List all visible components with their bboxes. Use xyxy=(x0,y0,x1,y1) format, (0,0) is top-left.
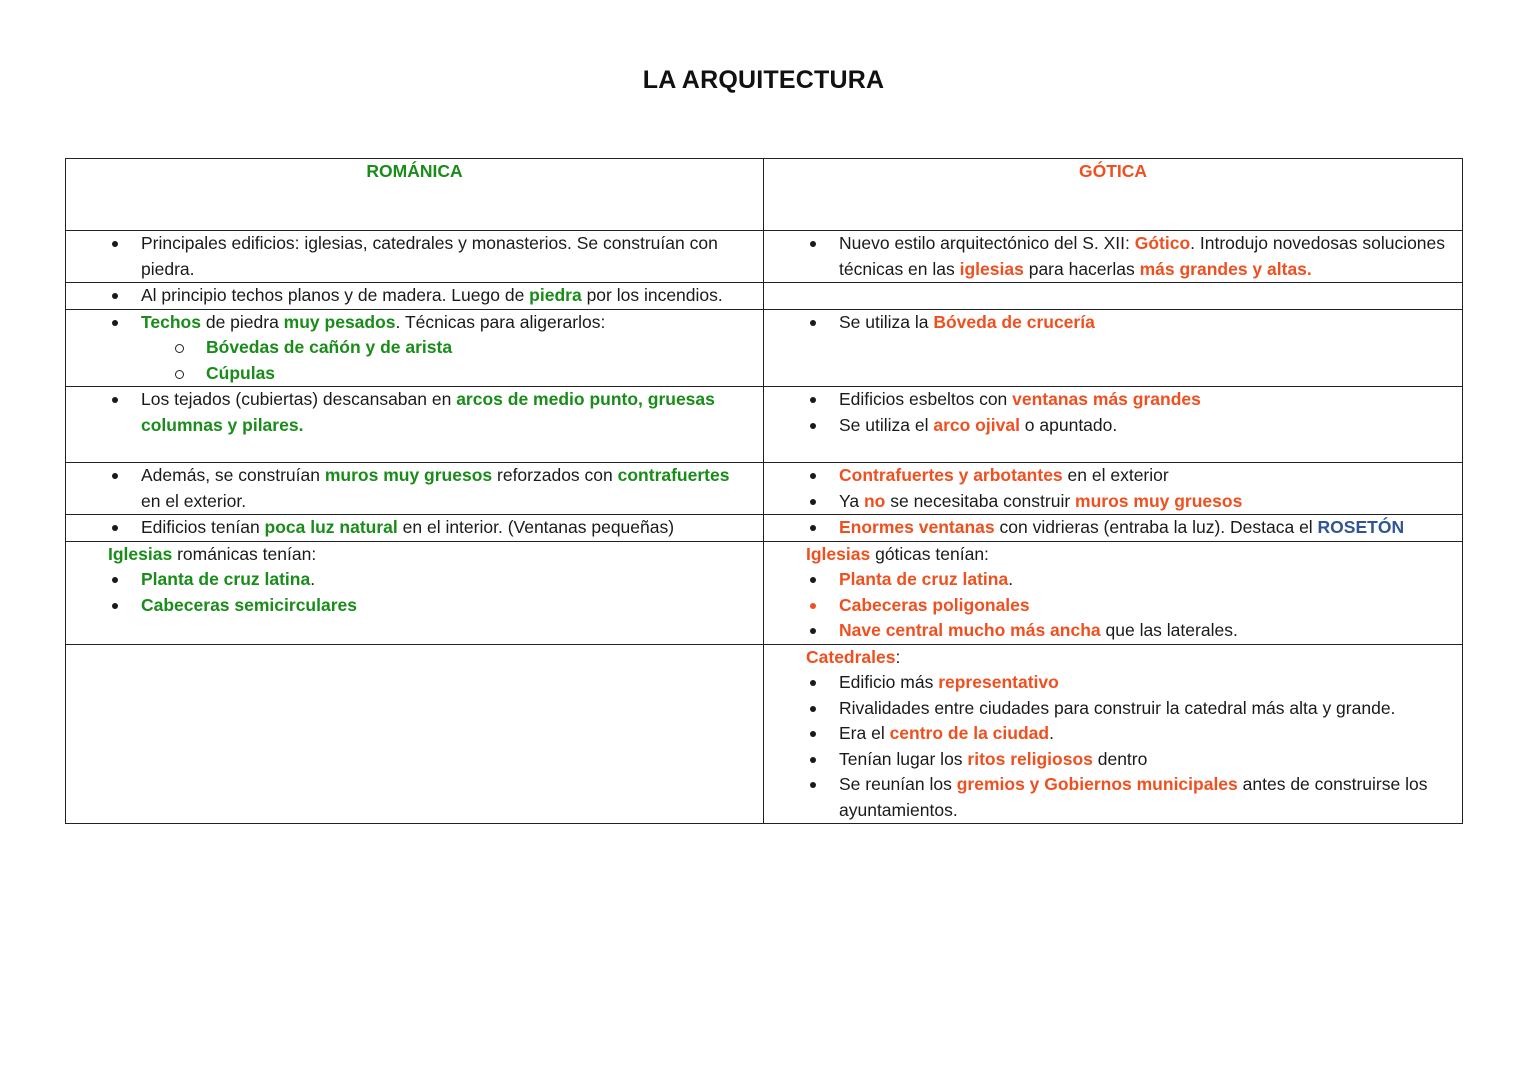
list-item xyxy=(764,413,1462,439)
column-header-gotica: GÓTICA xyxy=(764,159,1463,231)
highlight: arco ojival xyxy=(933,414,1020,435)
highlight: Catedrales xyxy=(806,646,896,667)
highlight: Cabeceras semicirculares xyxy=(141,594,357,615)
highlight: centro de la ciudad xyxy=(889,723,1050,743)
row-tejados xyxy=(66,387,1463,463)
text: o apuntado. xyxy=(1019,414,1118,435)
text: góticas tenían: xyxy=(870,543,989,564)
row-techos-planos xyxy=(66,283,1463,310)
list-item xyxy=(764,567,1462,593)
highlight: contrafuertes xyxy=(617,465,730,485)
text: . xyxy=(1008,569,1014,589)
text: . Técnicas para aligerarlos: xyxy=(395,311,606,332)
row-iglesias xyxy=(66,541,1463,644)
text: . xyxy=(1049,723,1054,743)
list-item xyxy=(66,283,763,309)
highlight: muros muy gruesos xyxy=(324,465,493,485)
list-item xyxy=(66,231,763,282)
highlight: ritos religiosos xyxy=(967,748,1093,769)
page-title: LA ARQUITECTURA xyxy=(642,66,885,94)
text: Se utiliza la xyxy=(839,311,934,332)
highlight: Planta de cruz latina xyxy=(141,569,311,589)
text: en el interior. (Ventanas pequeñas) xyxy=(397,517,675,537)
text: para hacerlas xyxy=(1023,258,1140,279)
list-item xyxy=(764,310,1462,336)
text: de piedra xyxy=(200,311,284,332)
highlight-roseton: ROSETÓN xyxy=(1317,517,1405,537)
cell-right xyxy=(764,515,1463,542)
comparison-table xyxy=(65,158,1463,824)
list-item xyxy=(764,231,1462,282)
text: Era el xyxy=(839,723,890,743)
text: Los tejados (cubiertas) descansaban en xyxy=(141,389,457,409)
list-item xyxy=(764,670,1462,696)
text: antes de construirse los ayuntamientos. xyxy=(839,774,1428,820)
cell-right xyxy=(764,463,1463,515)
text: dentro xyxy=(1092,748,1148,769)
text: Nuevo estilo arquitectónico del S. XII: xyxy=(839,233,1135,253)
list-item xyxy=(66,310,763,336)
column-header-romanica: ROMÁNICA xyxy=(66,159,764,231)
highlight: Gótico xyxy=(1134,233,1191,253)
highlight: arcos de medio punto, gruesas columnas y pilares. xyxy=(141,389,715,435)
highlight: poca luz natural xyxy=(264,517,398,537)
text: que las laterales. xyxy=(1100,620,1238,640)
text: Rivalidades entre ciudades para construir la catedral más alta y grande. xyxy=(839,697,1396,718)
list-item xyxy=(764,618,1462,644)
text: Además, se construían xyxy=(141,465,325,485)
cell-left xyxy=(66,309,764,387)
text: Al principio techos planos y de madera. Luego de xyxy=(141,285,530,305)
list-item xyxy=(66,593,763,619)
highlight: Nave central mucho más ancha xyxy=(839,620,1101,640)
cell-left xyxy=(66,463,764,515)
text: románicas tenían: xyxy=(172,543,317,564)
row-edificios xyxy=(66,231,1463,283)
highlight: Bóveda de crucería xyxy=(933,311,1095,332)
cell-lead xyxy=(66,542,763,568)
header-row xyxy=(66,159,1463,231)
list-item xyxy=(66,515,763,541)
list-item xyxy=(66,387,763,438)
highlight: muros muy gruesos xyxy=(1075,490,1243,511)
highlight: piedra xyxy=(529,285,582,305)
text: Edificio más xyxy=(839,672,939,692)
highlight: iglesias xyxy=(959,258,1024,279)
list-item xyxy=(764,593,1462,619)
list-item xyxy=(764,721,1462,747)
cell-right xyxy=(764,231,1463,283)
cell-right-empty xyxy=(764,283,1463,310)
row-luz xyxy=(66,515,1463,542)
cell-right xyxy=(764,644,1463,824)
text: . Introdujo novedosas soluciones técnicas en las xyxy=(839,233,1446,279)
list-item xyxy=(764,387,1462,413)
list-item xyxy=(66,463,763,514)
row-muros xyxy=(66,463,1463,515)
highlight: representativo xyxy=(938,672,1059,692)
cell-lead xyxy=(764,645,1462,671)
highlight: gremios y Gobiernos municipales xyxy=(956,774,1238,794)
cell-left xyxy=(66,515,764,542)
cell-left xyxy=(66,231,764,283)
cell-right xyxy=(764,541,1463,644)
row-catedrales xyxy=(66,644,1463,824)
list-item xyxy=(764,489,1462,515)
highlight: más grandes y altas. xyxy=(1139,258,1312,279)
sub-list-item: Bóvedas de cañón y de arista xyxy=(66,335,763,361)
text: se necesitaba construir xyxy=(885,490,1076,511)
highlight: Techos xyxy=(141,311,201,332)
highlight: no xyxy=(863,490,886,511)
highlight: Contrafuertes y arbotantes xyxy=(839,465,1063,485)
highlight: Enormes ventanas xyxy=(839,517,995,537)
text: Se reunían los xyxy=(839,774,957,794)
text: por los incendios. xyxy=(581,285,723,305)
cell-left xyxy=(66,387,764,463)
list-item xyxy=(764,747,1462,773)
row-techos-piedra xyxy=(66,309,1463,387)
list-item xyxy=(764,772,1462,823)
text: . xyxy=(310,569,316,589)
highlight: muy pesados xyxy=(283,311,396,332)
text: : xyxy=(895,646,901,667)
highlight: Cabeceras poligonales xyxy=(839,594,1030,615)
cell-left xyxy=(66,283,764,310)
text: Principales edificios: iglesias, catedrales y monasterios. Se construían con piedra. xyxy=(141,233,718,279)
text: con vidrieras (entraba la luz). Destaca el xyxy=(994,517,1318,537)
cell-right xyxy=(764,387,1463,463)
text: en el exterior xyxy=(1062,465,1169,485)
list-item xyxy=(764,696,1462,722)
cell-left-empty xyxy=(66,644,764,824)
cell-right xyxy=(764,309,1463,387)
text: en el exterior. xyxy=(141,490,247,511)
text: reforzados con xyxy=(492,465,618,485)
highlight: Planta de cruz latina xyxy=(839,569,1009,589)
list-item xyxy=(764,463,1462,489)
highlight: Iglesias xyxy=(108,543,173,564)
highlight: ventanas más grandes xyxy=(1012,389,1201,409)
text: Tenían lugar los xyxy=(839,748,968,769)
cell-lead xyxy=(764,542,1462,568)
text: Se utiliza el xyxy=(839,414,934,435)
cell-left xyxy=(66,541,764,644)
text: Edificios esbeltos con xyxy=(839,389,1013,409)
list-item xyxy=(764,515,1462,541)
text: Edificios tenían xyxy=(141,517,265,537)
text: Ya xyxy=(839,490,864,511)
sub-list-item: Cúpulas xyxy=(66,361,763,387)
highlight: Iglesias xyxy=(806,543,871,564)
list-item xyxy=(66,567,763,593)
